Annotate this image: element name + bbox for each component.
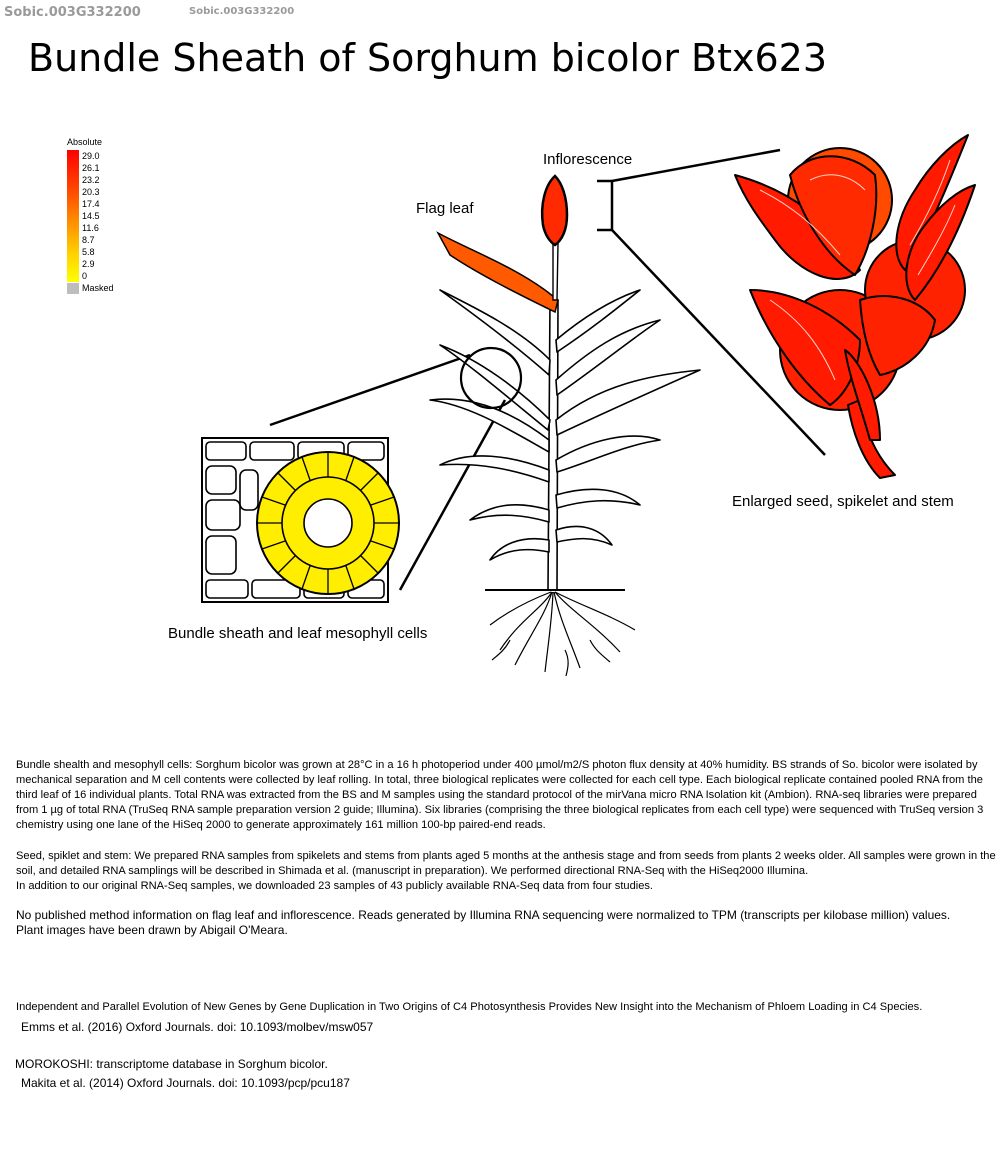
legend-tick: 23.2 xyxy=(82,175,100,185)
label-bundle-sheath: Bundle sheath and leaf mesophyll cells xyxy=(168,625,428,642)
legend-tick: 29.0 xyxy=(82,151,100,161)
peduncle xyxy=(553,243,558,300)
legend-tick: 17.4 xyxy=(82,199,100,209)
description-paragraph: Plant images have been drawn by Abigail O'Meara. xyxy=(16,923,288,937)
description-paragraph: In addition to our original RNA-Seq samples, we downloaded 23 samples of 43 publicly available RNA-Seq data from four studies. xyxy=(16,880,654,892)
legend-tick: 0 xyxy=(82,271,88,281)
description-notes xyxy=(16,908,1000,938)
description-seed xyxy=(16,849,1000,894)
page-title: Bundle Sheath of Sorghum bicolor Btx623 xyxy=(28,36,828,80)
label-seed-spikelet-stem: Enlarged seed, spikelet and stem xyxy=(732,493,954,510)
legend-tick: 26.1 xyxy=(82,163,100,173)
label-flag-leaf: Flag leaf xyxy=(416,200,474,217)
legend-tick: 2.9 xyxy=(82,259,95,269)
reference-title: Independent and Parallel Evolution of New Genes by Gene Duplication in Two Origins of C4 Photosynthesis Provides New Insight into the Mechanism of Phloem Loading in C4 Species. xyxy=(16,1001,923,1013)
legend-tick: 11.6 xyxy=(82,223,99,233)
reference-title: MOROKOSHI: transcriptome database in Sorghum bicolor. xyxy=(15,1057,328,1071)
description-bundle-sheath xyxy=(16,758,1000,833)
seed-spikelet-stem-tissue[interactable] xyxy=(735,135,975,478)
bundle-sheath-tissue[interactable] xyxy=(202,438,399,602)
inflorescence-tissue[interactable] xyxy=(542,176,567,245)
description-paragraph: Bundle shealth and mesophyll cells: Sorghum bicolor was grown at 28°C in a 16 h photoperiod under 400 µmol/m2/S photon flux density at 40% humidity. BS strands of So. bicolor were isolated by mechanical separation and M cell contents were collected by leaf rolling. In total, three biological replicates were collected for each cell type. Each biological replicate contained pooled RNA from the third leaf of 16 individual plants. Total RNA was extracted from the BS and M samples using the standard protocol of the mirVana micro RNA Isolation kit (Ambion). RNA-seq libraries were prepared from 1 µg of total RNA (TruSeq RNA sample preparation version 2 guide; Illumina). Six libraries (comprising the three biological replicates from each cell type) were sequenced with TruSeq version 3 chemistry using one lane of the HiSeq 2000 to generate approximately 161 million 100-bp paired-end reads. xyxy=(16,759,984,831)
gene-id: Sobic.003G332200 xyxy=(4,5,141,20)
label-inflorescence: Inflorescence xyxy=(543,151,633,168)
legend-tick: 14.5 xyxy=(82,211,100,221)
legend-title: Absolute xyxy=(67,137,103,147)
legend-tick: 8.7 xyxy=(82,235,95,245)
description-paragraph: Seed, spiklet and stem: We prepared RNA samples from spikelets and stems from plants aged 5 months at the anthesis stage and from seeds from plants 2 weeks older. All samples were grown in the soil, and detailed RNA samplings will be described in Shimada et al. (manuscript in preparation). We performed directional RNA-Seq with the HiSeq2000 Illumina. xyxy=(16,850,996,877)
description-paragraph: No published method information on flag leaf and inflorescence. Reads generated by Illumina RNA sequencing were normalized to TPM (transcripts per kilobase million) values. xyxy=(16,908,951,922)
legend-tick: 5.8 xyxy=(82,247,95,257)
roots xyxy=(490,592,635,676)
legend-tick: 20.3 xyxy=(82,187,100,197)
gene-id-secondary: Sobic.003G332200 xyxy=(189,6,295,17)
sorghum-plant xyxy=(430,290,700,590)
reference-citation: Emms et al. (2016) Oxford Journals. doi: 10.1093/molbev/msw057 xyxy=(21,1020,374,1034)
reference-citation: Makita et al. (2014) Oxford Journals. doi: 10.1093/pcp/pcu187 xyxy=(21,1076,350,1090)
legend-masked-label: Masked xyxy=(82,283,114,293)
